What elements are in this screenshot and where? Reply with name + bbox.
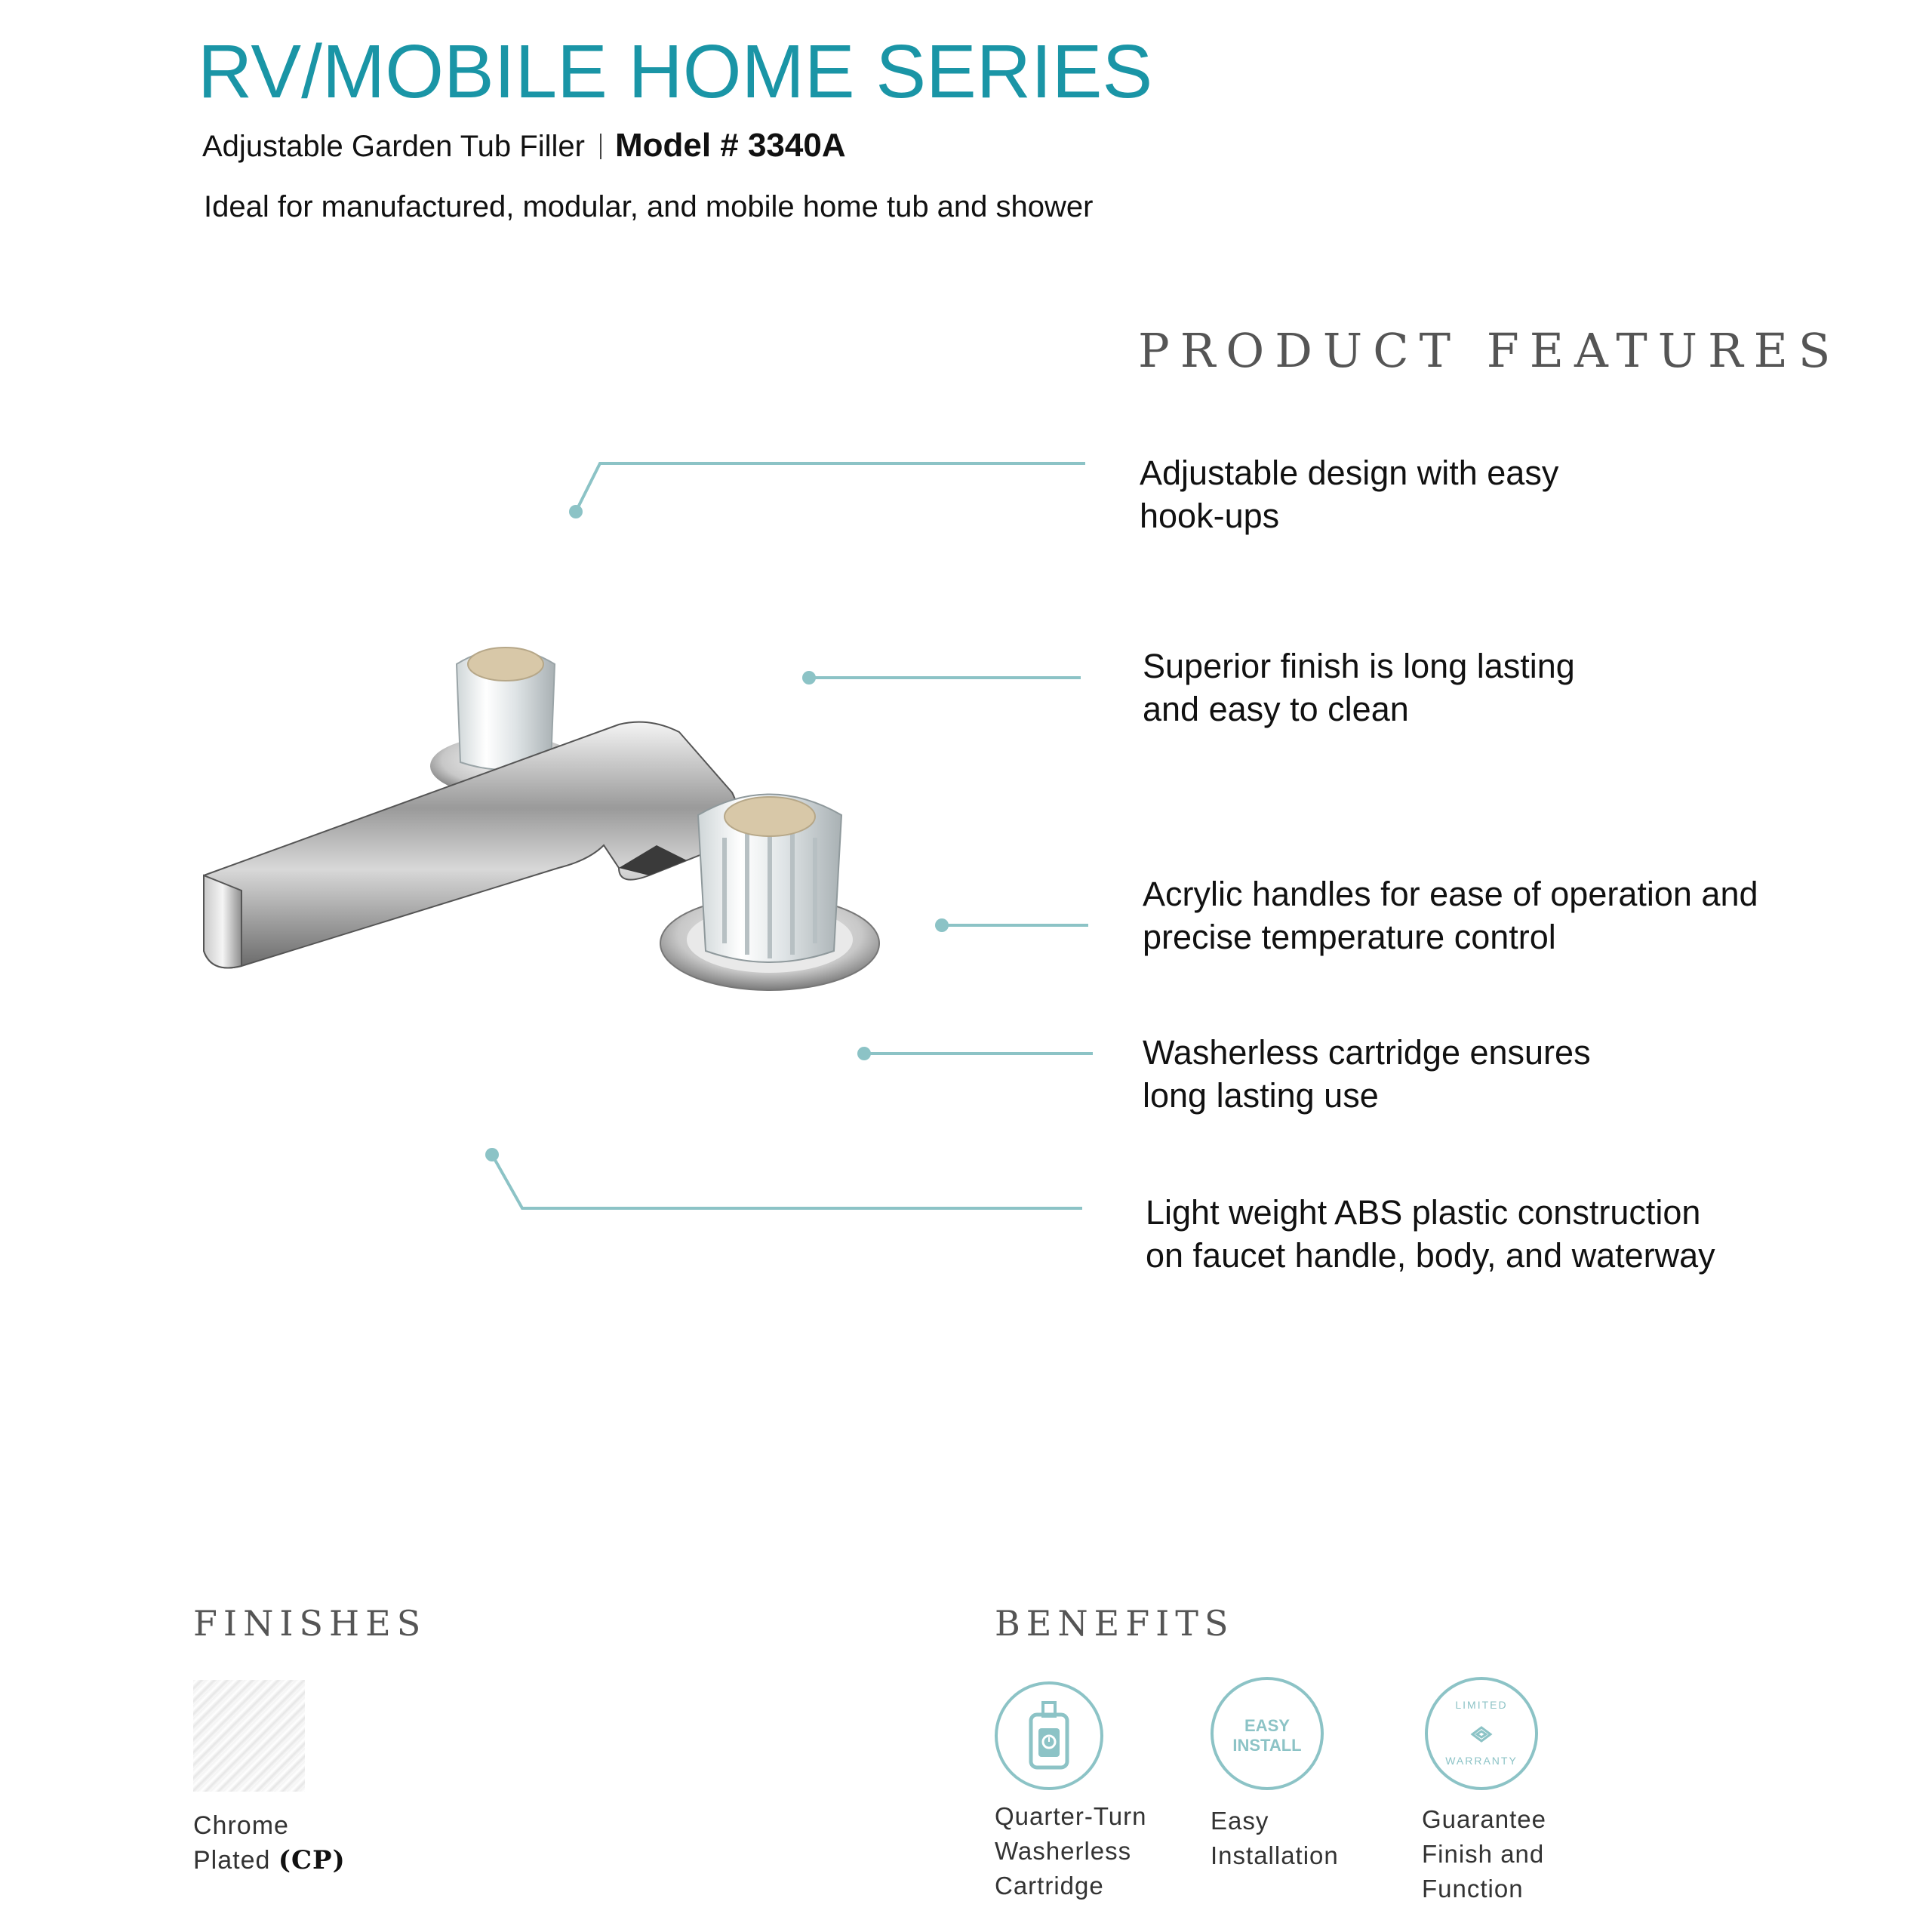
feature-item: Adjustable design with easy hook-ups: [1140, 454, 1559, 535]
finishes-heading: FINISHES: [193, 1603, 427, 1644]
subtitle-row: [202, 127, 846, 165]
divider: [600, 134, 601, 159]
benefit-label: Guarantee Finish and Function: [1422, 1805, 1546, 1903]
cartridge-icon: [995, 1681, 1103, 1790]
svg-text:INSTALL: INSTALL: [1232, 1736, 1302, 1755]
svg-text:WARRANTY: WARRANTY: [1445, 1755, 1518, 1767]
faucet-image: [196, 619, 1057, 1041]
chrome-swatch: [193, 1680, 305, 1792]
benefits-heading: BENEFITS: [995, 1603, 1235, 1644]
model-number: Model # 3340A: [614, 127, 846, 164]
svg-text:LIMITED: LIMITED: [1455, 1699, 1508, 1711]
benefit-label: Easy Installation: [1211, 1807, 1339, 1869]
feature-item: Superior finish is long lasting and easy to clean: [1143, 647, 1575, 728]
finish-label: Chrome Plated (CP): [193, 1811, 346, 1875]
feature-item: Light weight ABS plastic construction on faucet handle, body, and waterway: [1146, 1193, 1715, 1275]
page-title: RV/MOBILE HOME SERIES: [198, 29, 1153, 114]
easy-install-icon: [1211, 1677, 1324, 1790]
feature-item: Acrylic handles for ease of operation and precise temperature control: [1143, 875, 1758, 956]
tagline: Ideal for manufactured, modular, and mobile home tub and shower: [204, 190, 1094, 223]
benefit-label: Quarter-Turn Washerless Cartridge: [995, 1802, 1147, 1900]
svg-text:EASY: EASY: [1244, 1716, 1290, 1735]
product-name: Adjustable Garden Tub Filler: [202, 130, 585, 163]
features-heading: PRODUCT FEATURES: [1138, 323, 1841, 378]
feature-item: Washerless cartridge ensures long lasting use: [1143, 1033, 1591, 1115]
warranty-icon: [1425, 1677, 1538, 1790]
